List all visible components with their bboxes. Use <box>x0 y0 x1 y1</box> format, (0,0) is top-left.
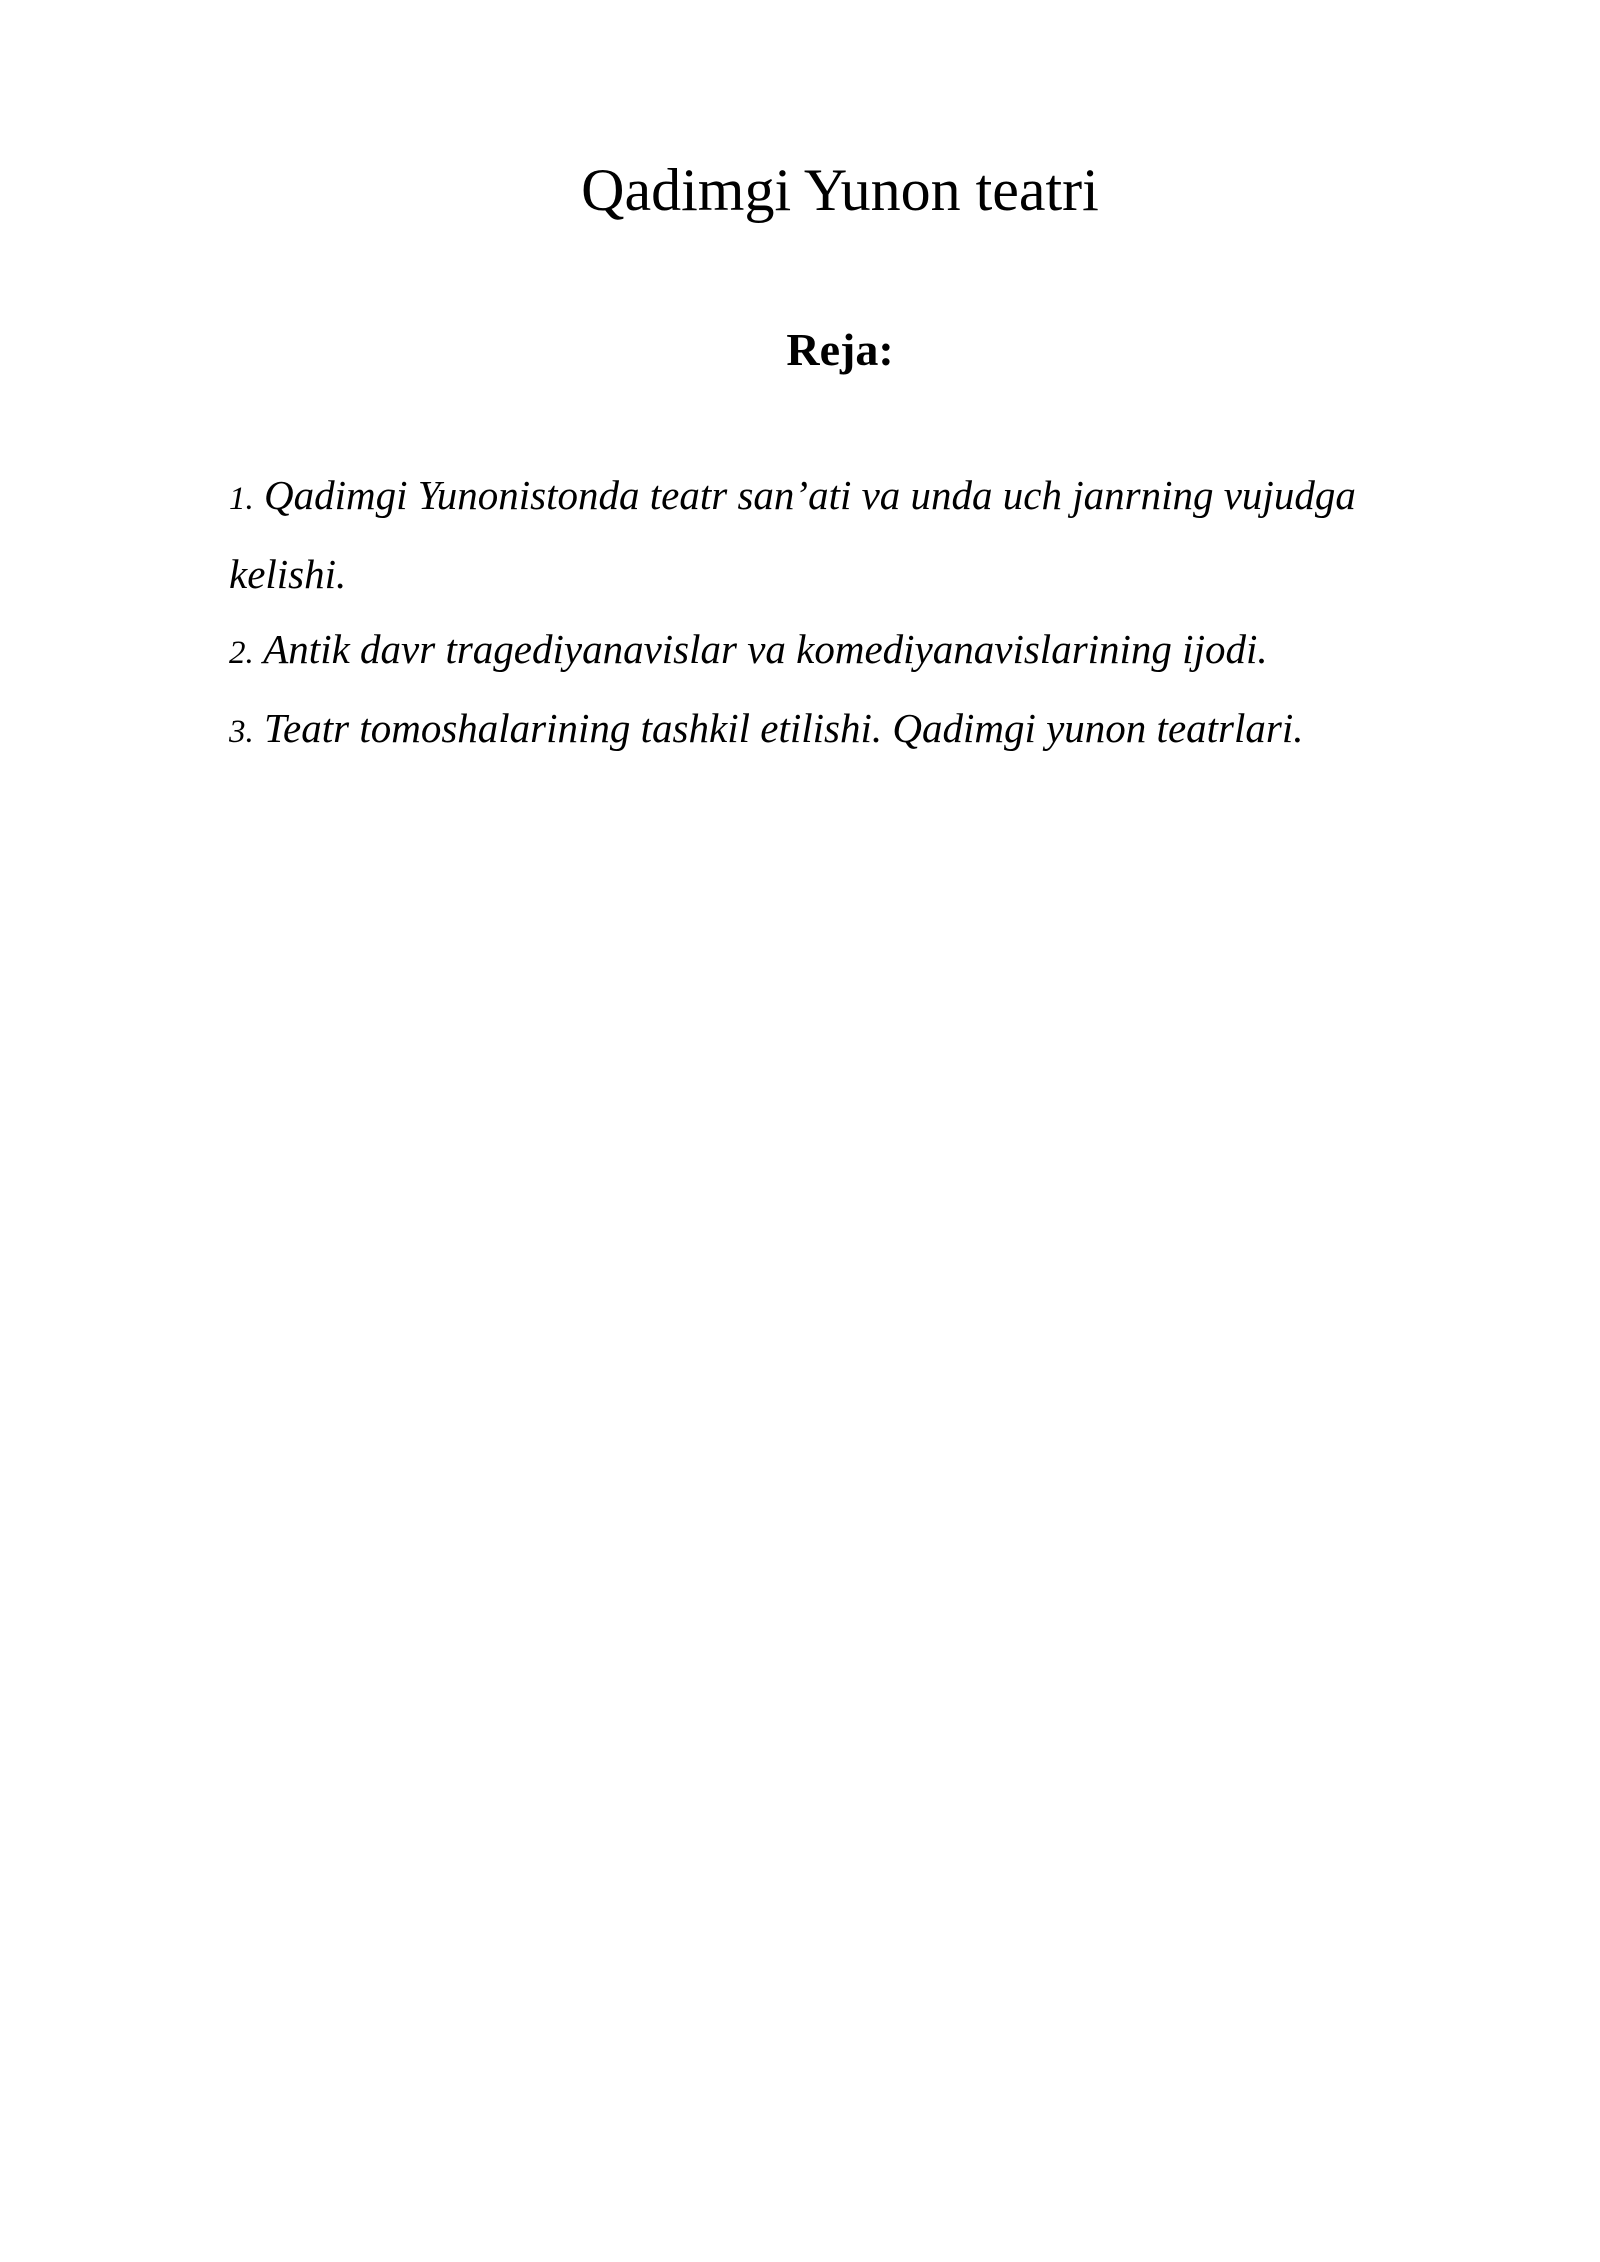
document-title: Qadimgi Yunon teatri <box>581 157 1099 223</box>
plan-item-1 <box>229 458 1449 612</box>
plan-item-number: 2. <box>229 635 254 671</box>
plan-item-text: Antik davr tragediyanavislar va komediyanavislarining ijodi. <box>263 626 1268 672</box>
plan-item-number: 3. <box>229 714 254 750</box>
plan-list <box>229 458 1449 770</box>
plan-item-text: Teatr tomoshalarining tashkil etilishi. Qadimgi yunon teatrlari. <box>264 705 1304 751</box>
plan-item-number: 1. <box>229 481 254 517</box>
plan-item-2 <box>229 612 1449 691</box>
plan-heading: Reja: <box>786 324 894 375</box>
plan-item-3 <box>229 691 1449 770</box>
plan-item-text: Qadimgi Yunonistonda teatr san’ati va unda uch janrning vujudga kelishi. <box>229 472 1356 597</box>
